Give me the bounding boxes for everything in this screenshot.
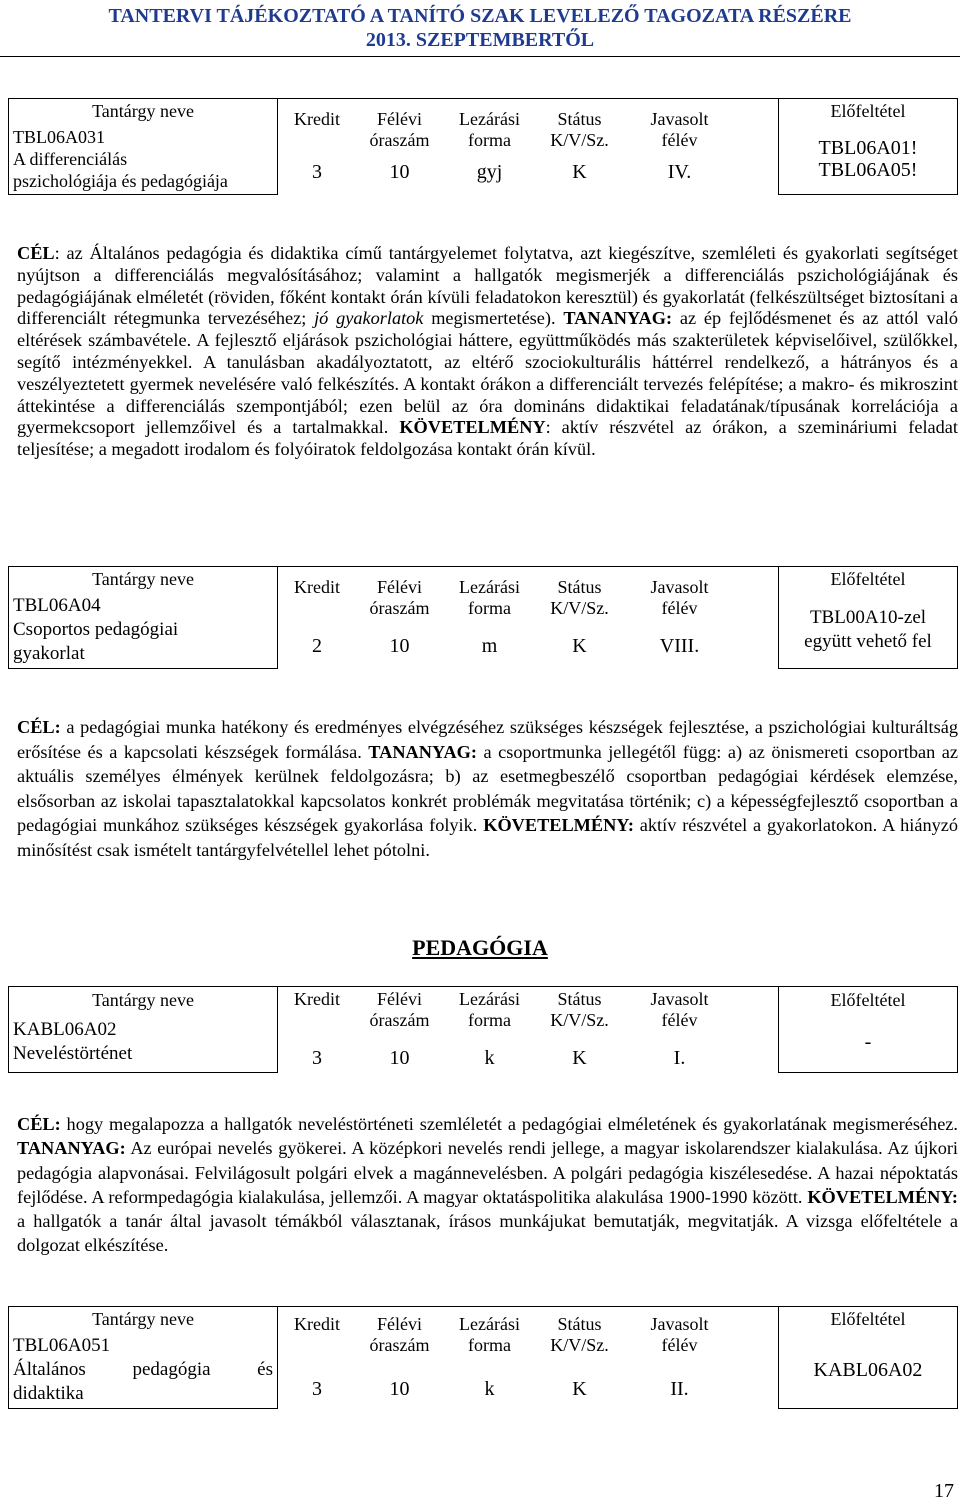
- course-name-line: didaktika: [13, 1383, 84, 1404]
- course-prereq: együtt vehető fel: [804, 631, 932, 652]
- col-semester-header: Javasolt félév: [650, 1314, 709, 1356]
- course-name-line: pszichológiája és pedagógiája: [13, 171, 228, 191]
- course-name-cell: [9, 592, 278, 669]
- course-description-1: CÉL: az Általános pedagógia és didaktika című tantárgyelemet folytatva, azt kiegészítve, szemléleti és gyakorlati segítséget nyújtson a differenciálás megvalósításához; valamint a hallgatók megismerjék a differenciálás pszichológiájának és pedagógiájának elméletét (röviden, főként kontakt órán kívüli feladatokon keresztül) és gyakorlatát (felkészültséget biztosítani a differenciált rétegmunka tervezéséhez; jó gyakorlatok megismertetése). TANANYAG: az ép fejlődésmenet és az attól való eltérések számbavétele. A fejlesztő eljárások pszichológiai háttere, együttműködés más szakterületek képviselőivel, szülőkkel, segítő intézményekkel. A tanulásban akadályoztatott, az eltérő szociokulturális háttérrel rendelkező, a hátrányos és a veszélyeztetett gyermek nevelésére való felkészítés. A kontakt órákon a differenciált tervezés felépítése; a makro- és mikroszint áttekintése a differenciálás szempontjából; ezen belül az óra domináns didaktikai feladatának/típusának korrelációja a gyermekcsoport jellemzőivel és a tartalmakkal. KÖVETELMÉNY: aktív részvétel az órákon, a szemináriumi feladat teljesítése; a megadott irodalom és folyóiratok feldolgozása kontakt órán kívül.: [17, 243, 958, 460]
- header-line-2: 2013. SZEPTEMBERTŐL: [365, 29, 595, 51]
- course-status: K: [572, 161, 587, 184]
- course-semester: VIII.: [659, 635, 700, 658]
- course-name-line: Csoportos pedagógiai: [13, 619, 179, 640]
- col-form-header: Lezárási forma: [459, 577, 520, 619]
- course-form: gyj: [476, 161, 503, 184]
- course-name-line: A differenciálás: [13, 149, 128, 169]
- tananyag-label: TANANYAG:: [17, 1138, 126, 1159]
- course-semester: II.: [670, 1378, 689, 1401]
- course-code: TBL06A04: [13, 595, 101, 616]
- header-line-1: TANTERVI TÁJÉKOZTATÓ A TANÍTÓ SZAK LEVELEZŐ TAGOZATA RÉSZÉRE: [108, 5, 852, 27]
- course-table-4: [8, 1306, 958, 1409]
- col-prereq-header: Előfeltétel: [779, 987, 958, 1014]
- course-prereq: TBL00A10-zel: [809, 607, 927, 628]
- document-header: [0, 0, 960, 52]
- col-credit-header: Kredit: [294, 1314, 340, 1335]
- col-name-header: Tantárgy neve: [9, 99, 278, 125]
- kovetelmeny-label: KÖVETELMÉNY:: [483, 815, 634, 835]
- col-prereq-header: Előfeltétel: [779, 567, 958, 593]
- course-status: K: [572, 635, 587, 658]
- col-credit-header: Kredit: [294, 109, 340, 130]
- course-form: m: [481, 635, 498, 658]
- course-hours: 10: [389, 635, 410, 658]
- course-code: KABL06A02: [13, 1018, 117, 1040]
- course-values-cell: [278, 987, 779, 1073]
- kovetelmeny-label: KÖVETELMÉNY: [399, 417, 546, 438]
- col-status-header: Státus K/V/Sz.: [550, 989, 609, 1030]
- col-name-header: Tantárgy neve: [9, 987, 278, 1014]
- course-credit: 3: [312, 1378, 322, 1401]
- course-name-line: gyakorlat: [13, 643, 85, 664]
- course-values-cell: [278, 1307, 779, 1409]
- course-hours: 10: [389, 161, 410, 184]
- course-values-cell: [278, 567, 779, 669]
- course-name-line: Általános pedagógia és: [13, 1359, 273, 1380]
- course-values-cell: [278, 99, 779, 195]
- col-status-header: Státus K/V/Sz.: [550, 109, 609, 151]
- col-name-header: Tantárgy neve: [9, 1307, 278, 1333]
- course-code: TBL06A051: [13, 1335, 111, 1356]
- course-credit: 2: [312, 635, 322, 658]
- col-semester-header: Javasolt félév: [650, 577, 709, 619]
- course-status: K: [572, 1378, 587, 1401]
- course-form: k: [484, 1378, 495, 1401]
- col-credit-header: Kredit: [294, 577, 340, 598]
- cel-label: CÉL:: [17, 1114, 61, 1134]
- page-number: 17: [934, 1480, 954, 1502]
- col-semester-header: Javasolt félév: [650, 109, 709, 151]
- course-table-3: [8, 986, 958, 1073]
- col-semester-header: Javasolt félév: [650, 989, 709, 1030]
- col-hours-header: Félévi óraszám: [369, 577, 430, 619]
- course-prereq-cell: [779, 1014, 958, 1072]
- col-hours-header: Félévi óraszám: [369, 1314, 430, 1356]
- col-prereq-header: Előfeltétel: [779, 99, 958, 125]
- course-description-3: CÉL: hogy megalapozza a hallgatók neveléstörténeti szemléletét a pedagógiai elméletének és gyakorlatának megismeréséhez. TANANYAG: Az európai nevelés gyökerei. A középkori nevelés rendi jellege, a magyar iskolarendszer kialakulása. Az újkori pedagógia alapvonásai. Felvilágosult polgári elvek a magánnevelésben. A polgári pedagógia kiszélesedése. A hazai népoktatás fejlődése. A reformpedagógia kialakulása, jellemzői. A magyar oktatáspolitika alakulása 1900-1990 között. KÖVETELMÉNY: a hallgatók a tanár által javasolt témákból választanak, írásos munkájukat bemutatják, megvitatják. A vizsga előfeltétele a dolgozat elkészítése.: [17, 1114, 958, 1256]
- course-table-2: [8, 566, 958, 669]
- course-hours: 10: [389, 1378, 410, 1401]
- course-description-2: CÉL: a pedagógiai munka hatékony és eredményes elvégzéséhez szükséges készségek fejlesztése, a pszichológiai kulturáltság erősítése és a kapcsolati készségek formálása. TANANYAG: a csoportmunka jellegétől függ: a) az önismereti csoportban az aktuális személyes élmények kerülnek feldolgozásra; b) az esetmegbeszélő csoportban pedagógiai kérdések elemzése, elsősorban az iskolai tapasztalatokkal kapcsolatos konkrét problémák megvitatása történik; c) a képességfejlesztő csoportban a pedagógiai munkához szükséges készségek gyakorlása folyik. KÖVETELMÉNY: aktív részvétel a gyakorlatokon. A hiányzó minősítést csak ismételt tantárgyfelvétellel lehet pótolni.: [17, 717, 959, 860]
- tananyag-label: TANANYAG:: [563, 308, 673, 329]
- course-name-cell: [9, 1014, 278, 1072]
- course-name-cell: [9, 124, 278, 195]
- course-hours: 10: [389, 1047, 410, 1069]
- course-status: K: [572, 1047, 587, 1069]
- col-name-header: Tantárgy neve: [9, 567, 278, 593]
- col-hours-header: Félévi óraszám: [369, 989, 430, 1030]
- tananyag-label: TANANYAG:: [368, 741, 477, 762]
- col-prereq-header: Előfeltétel: [779, 1307, 958, 1333]
- course-code: TBL06A031: [13, 127, 105, 147]
- course-prereq-cell: [779, 124, 958, 195]
- cel-label: CÉL: [17, 243, 55, 263]
- col-credit-header: Kredit: [294, 989, 340, 1009]
- col-status-header: Státus K/V/Sz.: [550, 577, 609, 619]
- col-form-header: Lezárási forma: [459, 989, 520, 1030]
- cel-label: CÉL:: [17, 717, 61, 737]
- col-form-header: Lezárási forma: [459, 1314, 520, 1356]
- course-prereq-cell: [779, 1332, 958, 1409]
- course-table-1: [8, 98, 958, 195]
- section-title: PEDAGÓGIA: [412, 935, 548, 960]
- course-prereq: -: [864, 1031, 872, 1054]
- header-separator: [0, 56, 960, 57]
- col-hours-header: Félévi óraszám: [369, 109, 430, 151]
- course-prereq: KABL06A02: [813, 1358, 923, 1381]
- course-prereq-cell: [779, 592, 958, 669]
- course-prereq: TBL06A01!: [818, 137, 918, 159]
- col-status-header: Státus K/V/Sz.: [550, 1314, 609, 1356]
- course-name-cell: [9, 1332, 278, 1409]
- course-prereq: TBL06A05!: [818, 159, 918, 181]
- course-form: k: [484, 1047, 495, 1069]
- course-credit: 3: [312, 1047, 322, 1069]
- course-semester: IV.: [667, 161, 692, 184]
- course-credit: 3: [312, 161, 322, 184]
- col-form-header: Lezárási forma: [459, 109, 520, 151]
- course-semester: I.: [673, 1047, 686, 1069]
- course-name-line: Neveléstörténet: [13, 1042, 133, 1064]
- kovetelmeny-label: KÖVETELMÉNY:: [807, 1186, 958, 1207]
